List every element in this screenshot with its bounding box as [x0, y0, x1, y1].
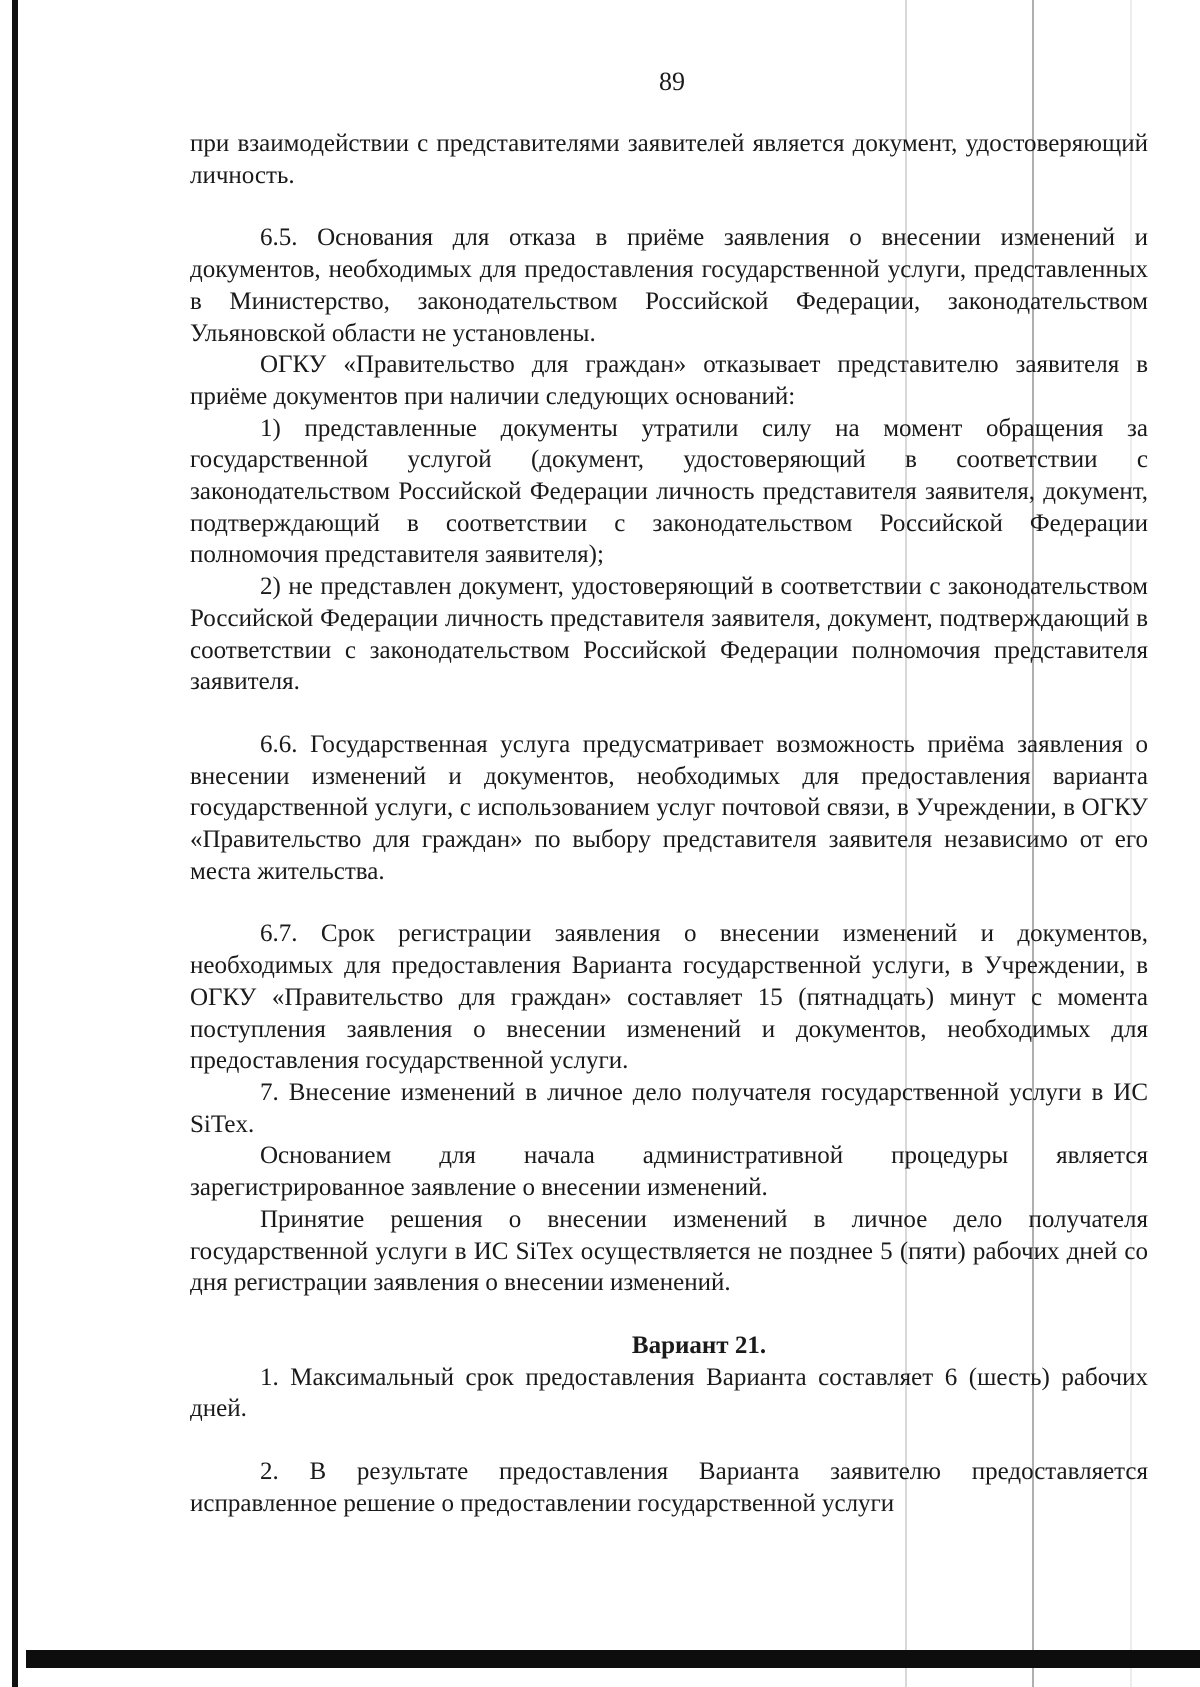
paragraph: 1. Максимальный срок предоставления Варианта составляет 6 (шесть) рабочих дней. — [190, 1363, 1148, 1423]
paragraph: Принятие решения о внесении изменений в личное дело получателя государственной услуги в ИС SiTex осуществляется не позднее 5 (пяти) рабочих дней со дня регистрации заявления о внесении изменений. — [190, 1205, 1148, 1297]
document-body — [190, 128, 1148, 1519]
paragraph: 2) не представлен документ, удостоверяющий в соответствии с законодательством Российской Федерации личность представителя заявителя, документ, подтверждающий в соответствии с законодательством Российской Федерации полномочия представителя заявителя. — [190, 573, 1148, 696]
paragraph: 6.7. Срок регистрации заявления о внесении изменений и документов, необходимых для предоставления Варианта государственной услуги, в Учреждении, в ОГКУ «Правительство для граждан» составляет 15 (пятнадцать) минут с момента поступления заявления о внесении изменений и документов, необходимых для предоставления государственной услуги. — [190, 920, 1148, 1075]
scan-left-edge — [12, 0, 18, 1687]
paragraph-gap — [190, 1299, 1148, 1330]
section-heading: Вариант 21. — [631, 1331, 767, 1359]
paragraph: Основанием для начала административной процедуры является зарегистрированное заявление о внесении изменений. — [190, 1142, 1148, 1202]
paragraph-gap — [190, 698, 1148, 729]
paragraph: ОГКУ «Правительство для граждан» отказывает представителю заявителя в приёме документов при наличии следующих оснований: — [190, 351, 1148, 410]
paragraph: 7. Внесение изменений в личное дело получателя государственной услуги в ИС SiTex. — [190, 1078, 1148, 1138]
paragraph: 2. В результате предоставления Варианта заявителю предоставляется исправленное решение о предоставлении государственной услуги — [190, 1458, 1148, 1517]
paragraph-gap — [190, 191, 1148, 222]
scan-bottom-edge — [26, 1650, 1200, 1668]
paragraph-gap — [190, 887, 1148, 918]
paragraph: 6.6. Государственная услуга предусматривает возможность приёма заявления о внесении изменений и документов, необходимых для предоставления варианта государственной услуги, с использованием услуг почтовой связи, в Учреждении, в ОГКУ «Правительство для граждан» по выбору представителя заявителя независимо от его места жительства. — [190, 730, 1148, 885]
paragraph-gap — [190, 1425, 1148, 1456]
paragraph: 6.5. Основания для отказа в приёме заявления о внесении изменений и документов, необходимых для предоставления государственной услуги, представленных в Министерство, законодательством Российской Федерации, законодательством Ульяновской области не установлены. — [190, 224, 1148, 347]
paragraph: при взаимодействии с представителями заявителей является документ, удостоверяющий личность. — [190, 130, 1148, 189]
paragraph: 1) представленные документы утратили силу на момент обращения за государственной услугой (документ, удостоверяющий в соответствии с законодательством Российской Федерации личность представителя заявителя, документ, подтверждающий в соответствии с законодательством Российской Федерации полномочия представителя заявителя); — [190, 414, 1148, 569]
page-number: 89 — [659, 67, 685, 96]
